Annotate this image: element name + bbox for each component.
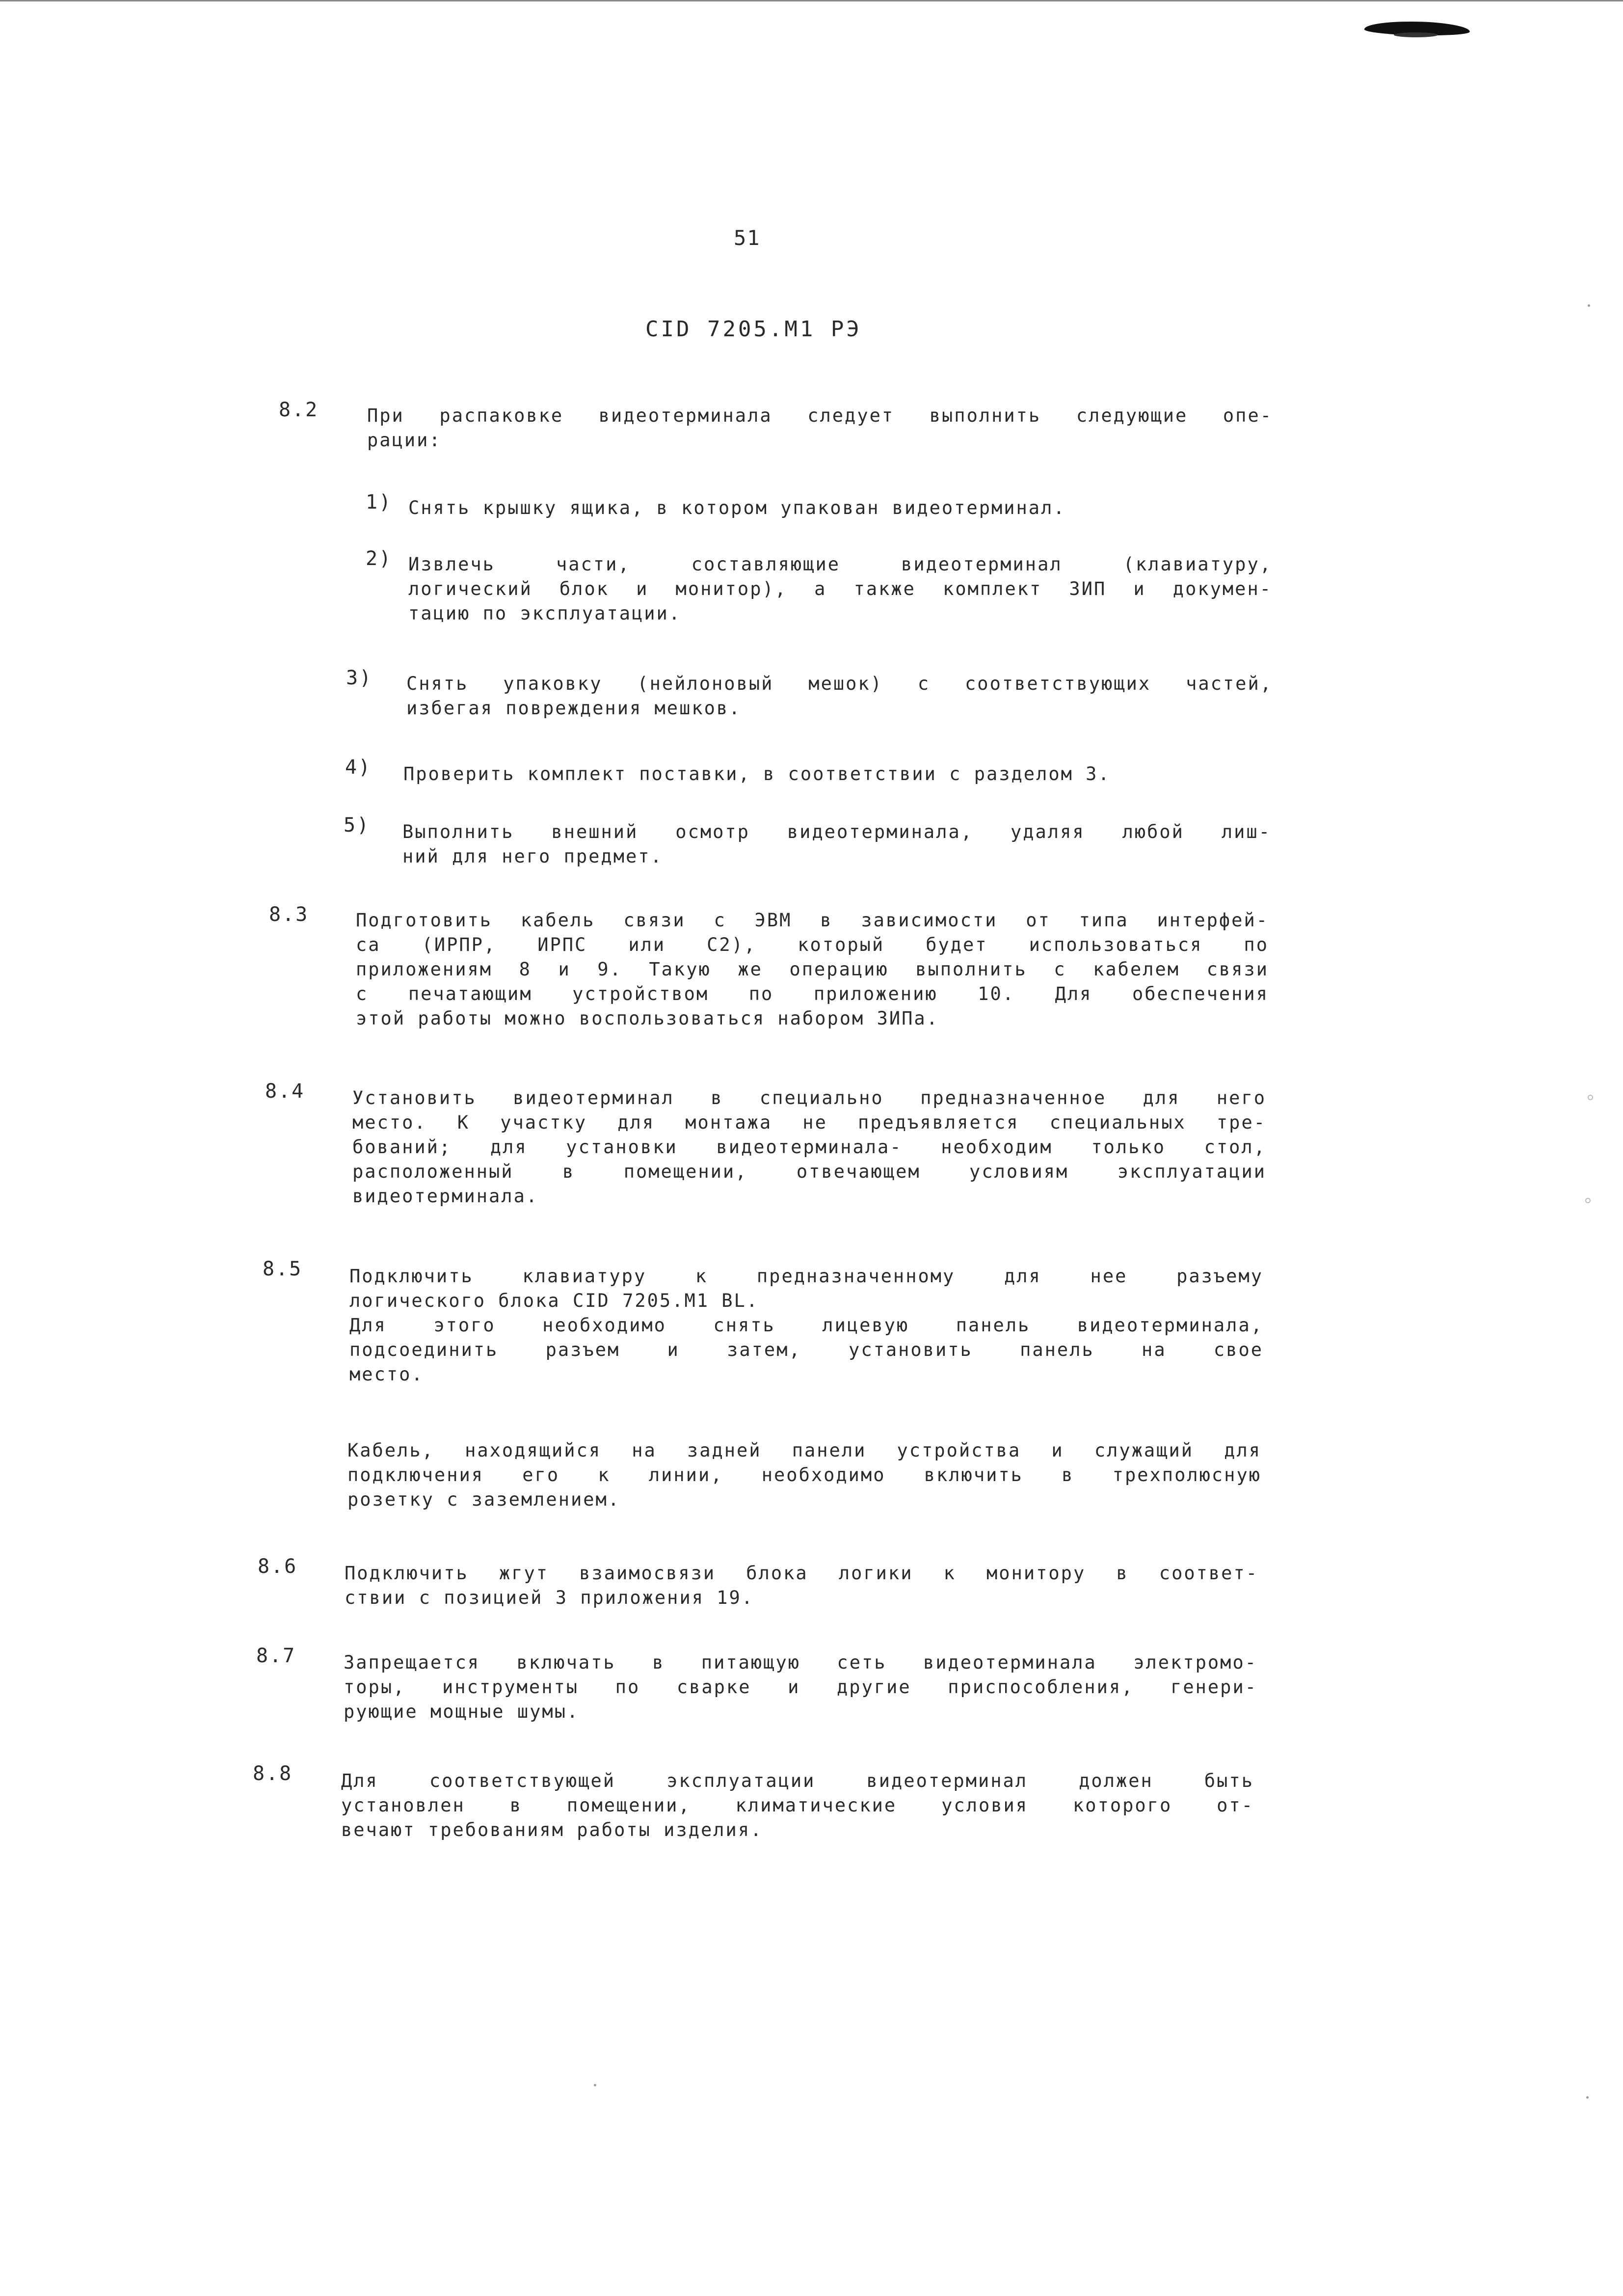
text-line: Запрещается включать в питающую сеть видеотерминала электромо- — [344, 1652, 1257, 1673]
scan-speck — [1585, 1198, 1591, 1203]
ink-smudge — [1394, 32, 1438, 37]
section-8-6-text — [345, 1561, 1258, 1610]
section-8-7-text — [344, 1650, 1257, 1724]
text-line: этой работы можно воспользоваться набором ЗИПа. — [356, 1008, 939, 1029]
section-number: 8.6 — [258, 1555, 298, 1578]
text-line: место. К участку для монтажа не предъявляется специальных тре- — [352, 1112, 1266, 1133]
text-line: Снять упаковку (нейлоновый мешок) с соответствующих частей, — [406, 673, 1273, 694]
step-1-text — [408, 496, 1267, 520]
section-number: 8.8 — [253, 1762, 293, 1785]
section-8-4-text — [352, 1086, 1266, 1209]
text-line: вечают требованиям работы изделия. — [341, 1819, 763, 1840]
text-line: логического блока CID 7205.M1 BL. — [349, 1290, 759, 1311]
step-number: 2) — [366, 547, 393, 570]
text-line: рации: — [367, 430, 442, 451]
section-8-5-note — [347, 1438, 1261, 1512]
text-line: подключения его к линии, необходимо включить в трехполюсную — [347, 1464, 1261, 1486]
document-code: CID 7205.M1 РЭ — [645, 317, 862, 342]
text-line: расположенный в помещении, отвечающем условиям эксплуатации — [352, 1161, 1266, 1182]
text-line: Извлечь части, составляющие видеотерминал (клавиатуру, — [408, 554, 1272, 575]
text-line: бований; для установки видеотерминала- необходим только стол, — [352, 1136, 1266, 1158]
step-4-text — [403, 762, 1257, 786]
text-line: логический блок и монитор), а также комплект ЗИП и докумен- — [408, 578, 1272, 599]
text-line: с печатающим устройством по приложению 10. Для обеспечения — [356, 983, 1269, 1004]
text-line: Подключить клавиатуру к предназначенному для нее разъему — [349, 1266, 1263, 1287]
section-8-8-text — [341, 1769, 1254, 1842]
section-number: 8.7 — [256, 1645, 296, 1667]
scan-speck — [1588, 304, 1590, 307]
text-line: подсоединить разъем и затем, установить панель на свое — [349, 1339, 1263, 1360]
text-line: ствии с позицией 3 приложения 19. — [345, 1587, 754, 1608]
step-number: 5) — [344, 814, 371, 837]
text-line: При распаковке видеотерминала следует выполнить следующие опе- — [367, 405, 1273, 426]
text-line: Кабель, находящийся на задней панели устройства и служащий для — [347, 1440, 1261, 1461]
text-line: видеотерминала. — [352, 1186, 539, 1207]
section-8-5-text — [349, 1264, 1263, 1387]
step-number: 1) — [366, 491, 393, 513]
step-3-text — [406, 672, 1273, 721]
text-line: са (ИРПР, ИРПС или С2), который будет использоваться по — [356, 934, 1269, 955]
section-number: 8.2 — [279, 399, 319, 421]
text-line: место. — [349, 1364, 424, 1385]
section-number: 8.5 — [263, 1258, 303, 1280]
text-line: Проверить комплект поставки, в соответствии с разделом 3. — [403, 763, 1111, 784]
text-line: тацию по эксплуатации. — [408, 603, 682, 624]
step-2-text — [408, 552, 1272, 626]
text-line: розетку с заземлением. — [347, 1489, 621, 1510]
text-line: Для этого необходимо снять лицевую панель видеотерминала, — [349, 1315, 1263, 1336]
section-number: 8.4 — [265, 1080, 305, 1103]
text-line: торы, инструменты по сварке и другие приспособления, генери- — [344, 1676, 1257, 1698]
text-line: приложениям 8 и 9. Такую же операцию выполнить с кабелем связи — [356, 959, 1269, 980]
step-5-text — [402, 820, 1271, 869]
section-8-3-text — [356, 908, 1269, 1031]
text-line: Установить видеотерминал в специально предназначенное для него — [352, 1087, 1266, 1108]
text-line: установлен в помещении, климатические условия которого от- — [341, 1795, 1254, 1816]
scan-speck — [594, 2084, 596, 2086]
text-line: Для соответствующей эксплуатации видеотерминал должен быть — [341, 1770, 1254, 1791]
text-line: рующие мощные шумы. — [344, 1701, 580, 1722]
scan-speck — [1588, 1095, 1593, 1100]
text-line: Выполнить внешний осмотр видеотерминала, удаляя любой лиш- — [402, 821, 1271, 842]
step-number: 3) — [346, 667, 373, 689]
scan-speck — [1586, 2096, 1589, 2099]
scan-edge — [0, 0, 1623, 1]
text-line: избегая повреждения мешков. — [406, 698, 742, 719]
section-8-2-text — [367, 404, 1273, 453]
step-number: 4) — [345, 756, 372, 779]
text-line: Подключить жгут взаимосвязи блока логики к монитору в соответ- — [345, 1563, 1258, 1584]
section-number: 8.3 — [269, 903, 309, 926]
text-line: ний для него предмет. — [402, 846, 663, 867]
text-line: Подготовить кабель связи с ЭВМ в зависимости от типа интерфей- — [356, 910, 1269, 931]
page-number: 51 — [734, 226, 761, 250]
text-line: Снять крышку ящика, в котором упакован видеотерминал. — [408, 497, 1066, 518]
